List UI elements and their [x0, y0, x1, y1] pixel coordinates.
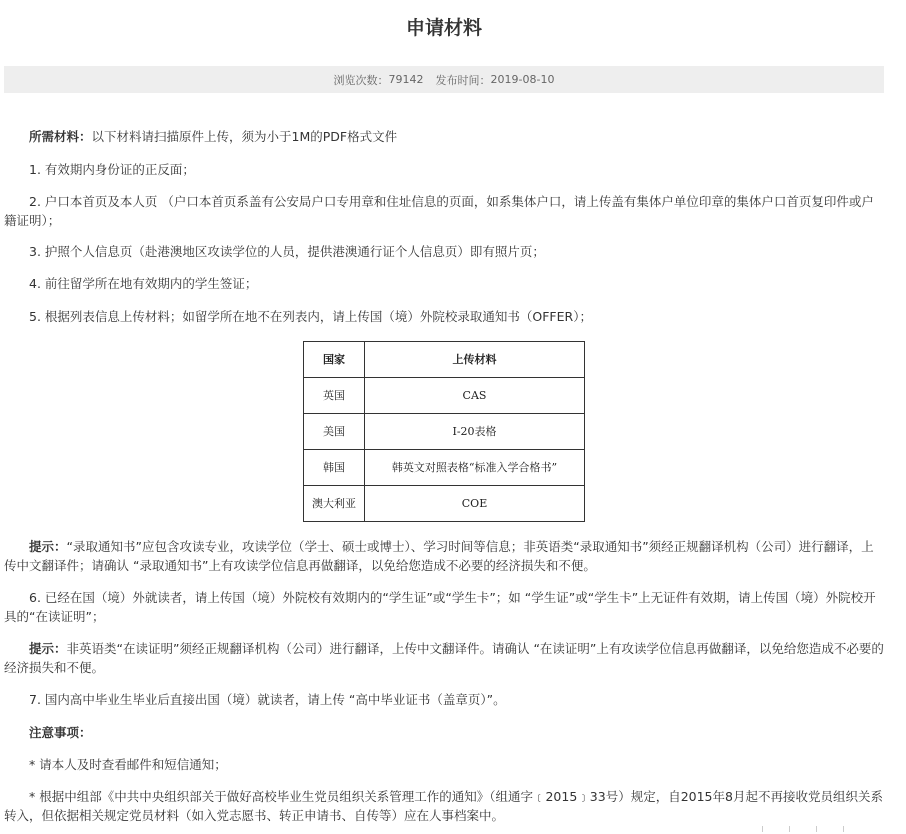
required-materials-label: 所需材料： — [29, 129, 92, 144]
table-cell-country: 韩国 — [304, 450, 365, 486]
table-header-row — [304, 342, 585, 378]
tip-text: 非英语类“在读证明”须经正规翻译机构（公司）进行翻译，上传中文翻译件。请确认 “在读证明”上有攻读学位信息再做翻译，以免给您造成不必要的经济损失和不便。 — [4, 641, 884, 675]
required-materials-text: 以下材料请扫描原件上传，须为小于1M的PDF格式文件 — [91, 129, 398, 144]
list-item-1: 1. 有效期内身份证的正反面； — [29, 162, 195, 177]
table-cell-material: I-20表格 — [365, 414, 585, 450]
table-row — [304, 486, 585, 522]
table-row — [304, 378, 585, 414]
divider-mark — [843, 826, 844, 832]
page-title: 申请材料 — [405, 17, 482, 39]
note-item-2: * 根据中组部《中共中央组织部关于做好高校毕业生党员组织关系管理工作的通知》（组通字﹝2015﹞33号）规定，自2015年8月起不再接收党员组织关系转入，但依据相关规定党员材料（如入党志愿书、转正申请书、自传等）应在人事档案中。 — [4, 789, 883, 823]
table-cell-country: 英国 — [304, 378, 365, 414]
tip-enrollment — [4, 639, 884, 677]
views-count: 79142 — [388, 73, 424, 86]
tip-label: 提示： — [29, 641, 67, 656]
table-cell-material: CAS — [365, 378, 585, 414]
table-row — [304, 450, 585, 486]
publish-date: 2019-08-10 — [490, 73, 555, 86]
list-item-7: 7. 国内高中毕业生毕业后直接出国（境）就读者，请上传 “高中毕业证书（盖章页）”。 — [29, 692, 506, 707]
divider-mark — [762, 826, 763, 832]
divider-mark — [816, 826, 817, 832]
views-label: 浏览次数： — [333, 73, 389, 87]
tip-offer — [4, 537, 884, 575]
notes-heading — [4, 723, 884, 742]
note-item-1: * 请本人及时查看邮件和短信通知； — [29, 757, 227, 772]
list-item-3: 3. 护照个人信息页（赴港澳地区攻读学位的人员，提供港澳通行证个人信息页）即有照片页； — [29, 244, 545, 259]
article-meta-bar — [4, 66, 884, 93]
divider-mark — [789, 826, 790, 832]
table-cell-material: 韩英文对照表格“标准入学合格书” — [365, 450, 585, 486]
footer-dividers — [762, 826, 882, 832]
table-header-materials: 上传材料 — [365, 342, 585, 378]
list-item-2: 2. 户口本首页及本人页 （户口本首页系盖有公安局户口专用章和住址信息的页面，如系集体户口，请上传盖有集体户单位印章的集体户口首页复印件或户籍证明）； — [4, 194, 874, 228]
list-item-6: 6. 已经在国（境）外就读者，请上传国（境）外院校有效期内的“学生证”或“学生卡”；如 “学生证”或“学生卡”上无证件有效期，请上传国（境）外院校开具的“在读证明”； — [4, 590, 876, 624]
tip-label: 提示： — [29, 539, 67, 554]
table-cell-material: COE — [365, 486, 585, 522]
table-row — [304, 414, 585, 450]
materials-table — [303, 341, 585, 522]
table-cell-country: 美国 — [304, 414, 365, 450]
table-header-country: 国家 — [304, 342, 365, 378]
required-materials-intro — [4, 127, 884, 146]
publish-date-label: 发布时间： — [435, 73, 491, 87]
list-item-5: 5. 根据列表信息上传材料；如留学所在地不在列表内，请上传国（境）外院校录取通知书（OFFER）； — [29, 309, 592, 324]
table-cell-country: 澳大利亚 — [304, 486, 365, 522]
notes-label: 注意事项： — [29, 725, 92, 740]
list-item-4: 4. 前往留学所在地有效期内的学生签证； — [29, 276, 258, 291]
tip-text: “录取通知书”应包含攻读专业，攻读学位（学士、硕士或博士）、学习时间等信息；非英语类“录取通知书”须经正规翻译机构（公司）进行翻译，上传中文翻译件；请确认 “录取通知书”上有攻读学位信息再做翻译，以免给您造成不必要的经济损失和不便。 — [4, 539, 874, 573]
